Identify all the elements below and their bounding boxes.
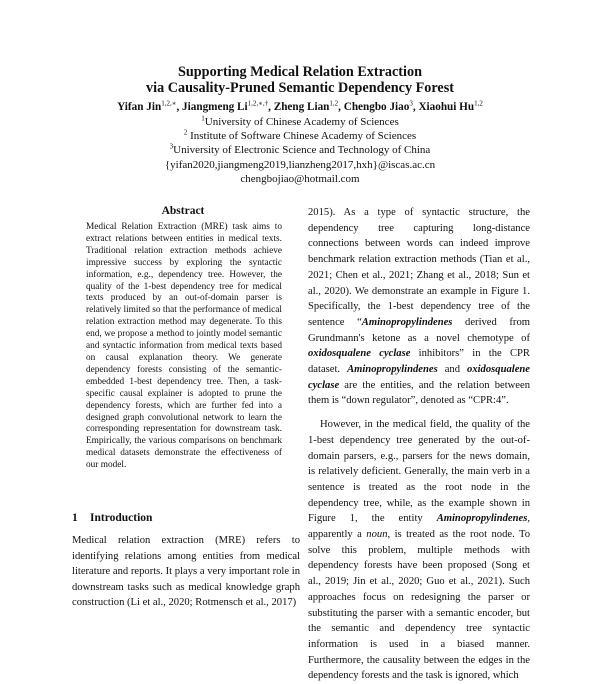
abstract-text: Medical Relation Extraction (MRE) task aims to extract relations between entities in medical texts. Traditional relation extraction methods achieve impressive success by exploring the syntactic information, e.g., dependency tree. However, the quality of the 1-best dependency tree for medical texts produced by an out-of-domain parser is relatively limited so that the performance of medical relation extraction method may degenerate. To this end, we propose a method to jointly model semantic and syntactic information from medical texts based on causal explanation theory. We generate dependency forests consisting of the semantic-embedded 1-best dependency tree. Then, a task-specific causal explainer is adopted to prune the dependency forests, which are further fed into a designed graph convolutional network to learn the corresponding representation for downstream task. Empirically, the various comparisons on benchmark medical datasets demonstrate the effectiveness of our model. — [86, 222, 282, 471]
text-run: and — [437, 364, 468, 376]
author-name: Xiaohui Hu — [418, 101, 475, 113]
author — [117, 101, 176, 113]
affiliation-text: University of Electronic Science and Technology of China — [173, 144, 431, 157]
author — [418, 101, 482, 113]
affiliation-list — [0, 115, 600, 158]
emphasized-term: oxidosqualene cyclase — [308, 348, 411, 360]
section-heading-introduction — [72, 512, 152, 524]
author-name: Zheng Lian — [273, 101, 330, 113]
intro-paragraph-continued — [308, 205, 530, 409]
email-line-1: {yifan2020,jiangmeng2019,lianzheng2017,hxh}@iscas.ac.cn — [164, 158, 436, 171]
abstract-heading: Abstract — [161, 205, 205, 217]
paper-title — [0, 64, 600, 96]
section-number: 1 — [72, 512, 78, 524]
intro-paragraph-2 — [308, 417, 530, 684]
text-run: 2015). As a type of syntactic structure, the dependency tree capturing long-distance connections between words can indeed improve benchmark relation extraction methods (Tian et al., 2021; Chen et al., 2021; Zhang et al., 2018; Sun et al., 2020). We demonstrate an example in Figure 1. Specifically, the 1-best dependency tree of the sentence “ — [308, 207, 530, 328]
author-list: Yifan Jin$^{1,2,∗}$, Jiangmeng $Li^{1,2,∗,\dagger}$, Zheng Lian$^{1,2}$, Chengbo Jiao$^3$, Xiaohui Hu$^{1,2}$ — [117, 99, 483, 113]
text-run: inhibitors” in the CPR dataset. — [308, 348, 530, 376]
affiliation-marker: 3 — [169, 142, 174, 151]
text-run: are the entities, and the relation between them is “down regulator”, denoted as “CPR:4”. — [308, 379, 530, 407]
text-run: , apparently a — [308, 513, 530, 541]
emphasized-term: Aminopropylindenes — [436, 513, 528, 525]
text-run: derived from Grundmann's ketone as a novel chemotype of — [308, 316, 530, 344]
affiliation — [0, 129, 600, 143]
author-affiliation-marker: 1,2 — [474, 99, 483, 108]
emphasized-term: noun — [366, 529, 388, 541]
section-title: Introduction — [90, 512, 153, 524]
affiliation-text: Institute of Software Chinese Academy of Sciences — [187, 130, 417, 143]
affiliation — [0, 115, 600, 129]
author-affiliation-marker: 1,2,∗,† — [247, 99, 269, 108]
author-affiliation-marker: 1,2,∗ — [161, 99, 177, 108]
author — [344, 101, 413, 113]
author-affiliation-marker: 3 — [409, 99, 413, 108]
emphasized-term: Aminopropylindenes — [347, 364, 438, 376]
email-line-2: chengbojiao@hotmail.com — [240, 172, 360, 185]
emphasized-term: oxidosqualene cyclase — [308, 364, 530, 391]
intro-paragraph-left: Medical relation extraction (MRE) refers to identifying relations among entities from medical literature and reports. It plays a very important role in downstream tasks such as medical knowledge graph construction (Li et al., 2020; Rotmensch et al., 2017) — [72, 535, 300, 609]
author-name: Chengbo Jiao — [343, 101, 410, 113]
right-column — [308, 205, 530, 684]
author — [274, 101, 338, 113]
affiliation-text: University of Chinese Academy of Sciences — [204, 116, 399, 128]
title-line-1: Supporting Medical Relation Extraction — [178, 64, 422, 80]
author-name: Yifan Jin — [117, 101, 162, 113]
emphasized-term: Aminopropylindenes — [361, 316, 453, 328]
text-run: However, in the medical field, the quality of the 1-best dependency tree generated by the out-of-domain parsers, e.g., parsers for the news domain, is relatively deficient. Generally, the main verb in a sentence is treated as the root node in the dependency tree, while, as the example shown in Figure 1, the entity — [308, 419, 530, 525]
text-run: , is treated as the root node. To solve this problem, multiple methods with dependency forests have been proposed (Song et al., 2019; Jin et al., 2020; Guo et al., 2021). Such approaches focus on redesigning the parser or substituting the parser with a semantic encoder, but the semantic and dependency tree syntactic information is used in a biased manner. Furthermore, the causality between the edges in the dependency forests and the task is ignored, which — [308, 529, 530, 682]
affiliation — [0, 143, 600, 157]
title-line-2: via Causality-Pruned Semantic Dependency Forest — [146, 80, 454, 96]
author-name: Jiangmeng Li — [182, 101, 248, 113]
author-affiliation-marker: 1,2 — [329, 99, 339, 108]
affiliations — [0, 115, 600, 186]
affiliation-marker: 1 — [201, 114, 205, 123]
affiliation-marker: 2 — [183, 128, 188, 137]
author — [182, 101, 268, 113]
